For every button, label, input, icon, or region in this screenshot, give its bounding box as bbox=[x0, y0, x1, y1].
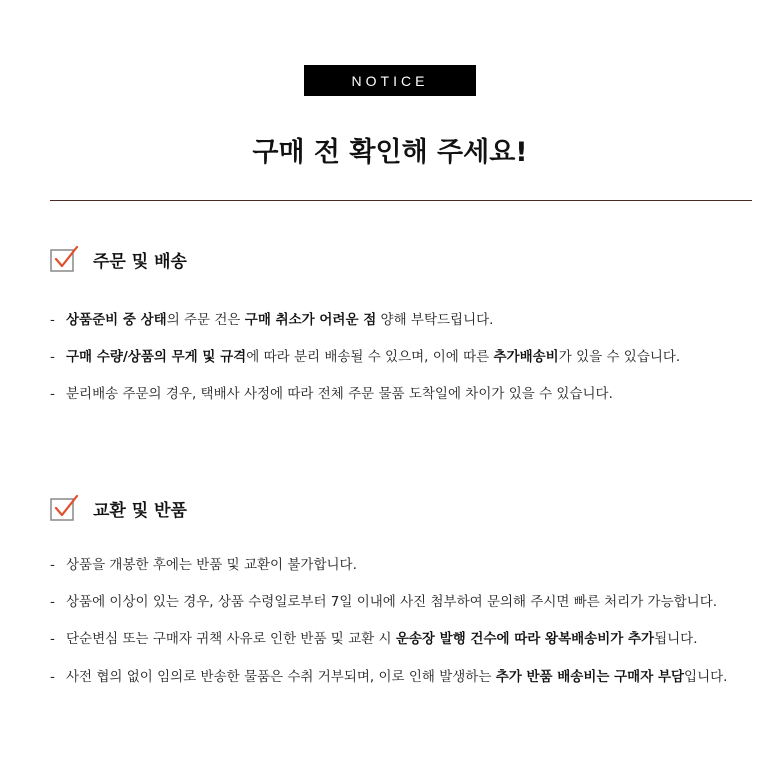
list-item: - 사전 협의 없이 임의로 반송한 물품은 수취 거부되며, 이로 인해 발생하는 추가 반품 배송비는 구매자 부담입니다. bbox=[50, 669, 728, 685]
section-title: 주문 및 배송 bbox=[93, 251, 187, 272]
list-item: - 단순변심 또는 구매자 귀책 사유로 인한 반품 및 교환 시 운송장 발행 건수에 따라 왕복배송비가 추가됩니다. bbox=[50, 631, 698, 647]
section-exchange-return bbox=[50, 493, 187, 523]
list-item: - 구매 수량/상품의 무게 및 규격에 따라 분리 배송될 수 있으며, 이에 따른 추가배송비가 있을 수 있습니다. bbox=[50, 349, 681, 365]
checkbox-check-icon bbox=[50, 494, 80, 522]
notice-badge bbox=[304, 65, 476, 96]
list-item: - 상품에 이상이 있는 경우, 상품 수령일로부터 7일 이내에 사진 첨부하여 문의해 주시면 빠른 처리가 가능합니다. bbox=[50, 594, 718, 610]
notice-label: NOTICE bbox=[351, 72, 429, 89]
section-title: 교환 및 반품 bbox=[93, 500, 187, 521]
list-item: - 상품준비 중 상태의 주문 건은 구매 취소가 어려운 점 양해 부탁드립니다. bbox=[50, 312, 494, 328]
list-item: - 상품을 개봉한 후에는 반품 및 교환이 불가합니다. bbox=[50, 557, 357, 573]
page-title: 구매 전 확인해 주세요! bbox=[252, 137, 528, 168]
list-item: - 분리배송 주문의 경우, 택배사 사정에 따라 전체 주문 물품 도착일에 차이가 있을 수 있습니다. bbox=[50, 386, 613, 402]
checkbox-check-icon bbox=[50, 245, 80, 273]
section-order-shipping bbox=[50, 244, 187, 274]
divider bbox=[50, 200, 752, 201]
